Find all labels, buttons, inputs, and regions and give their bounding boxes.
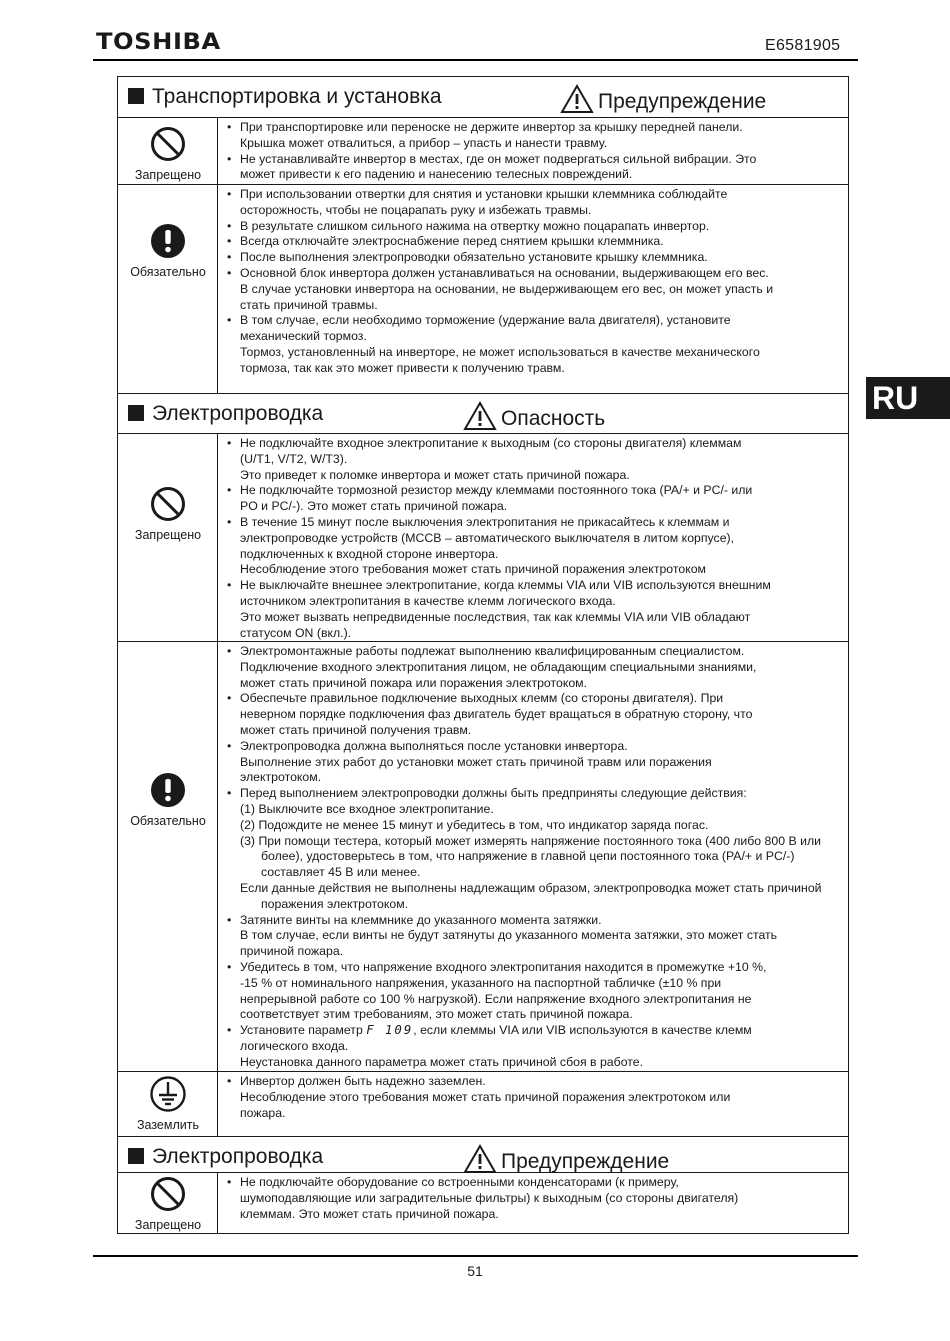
- prohibited-icon: [150, 126, 186, 162]
- warning-triangle-icon: [463, 1144, 497, 1174]
- step-item: (1) Выключите все входное электропитание.: [240, 801, 494, 816]
- section-header-wiring-danger: [118, 393, 848, 433]
- prohibited-icon: [150, 486, 186, 522]
- list-item: • Электромонтажные работы подлежат выполнению квалифицированным специалистом. Подключение входного электропитания лицом, не обладающим специальными знаниями, может стать причиной пожара или поражения электротоком.: [225, 644, 842, 691]
- icon-label: Запрещено: [134, 1218, 202, 1232]
- brand-logo: TOSHIBA: [96, 30, 221, 55]
- list-item: • Электропроводка должна выполняться после установки инвертора. Выполнение этих работ до установки может стать причиной травм или поражения электротоком.: [225, 739, 842, 786]
- square-bullet-icon: [128, 1148, 144, 1164]
- list-item: • В течение 15 минут после выключения электропитания не прикасайтесь к клеммам и электропроводке устройств (MCCB – автоматического выключателя в литом корпусе), подключенных к входной стороне инвертора. Несоблюдение этого требования может стать причиной поражения электротоком: [225, 515, 842, 578]
- hazard-level: Предупреждение: [501, 1150, 670, 1173]
- header-rule: [93, 59, 858, 61]
- safety-table: [117, 76, 849, 1234]
- ground-icon: [150, 1076, 186, 1112]
- document-code: E6581905: [765, 37, 841, 54]
- list-item: • Инвертор должен быть надежно заземлен. Несоблюдение этого требования может стать причиной поражения электротоком или пожара.: [225, 1074, 842, 1121]
- prohibited-icon: [150, 1176, 186, 1212]
- list-item: • После выполнения электропроводки обязательно установите крышку клеммника.: [225, 250, 842, 266]
- list-item: • Не подключайте оборудование со встроенными конденсаторами (к примеру, шумоподавляющие или заградительные фильтры) к выходным (со стороны двигателя) клеммам. Это может стать причиной пожара.: [225, 1175, 842, 1222]
- list-item: • Основной блок инвертора должен устанавливаться на основании, выдерживающем его вес. В случае установки инвертора на основании, не выдерживающем его вес, он может упасть и стать причиной травмы.: [225, 266, 842, 313]
- mandatory-icon: [150, 223, 186, 259]
- list-item: • Обеспечьте правильное подключение выходных клемм (со стороны двигателя). При неверном порядке подключения фаз двигатель будет вращаться в обратную сторону, что может стать причиной получения травм.: [225, 691, 842, 738]
- list-item: • При использовании отвертки для снятия и установки крышки клеммника соблюдайте осторожность, чтобы не поцарапать руку и избежать травмы.: [225, 187, 842, 219]
- icon-label: Запрещено: [134, 528, 202, 542]
- square-bullet-icon: [128, 405, 144, 421]
- section-title: Транспортировка и установка: [152, 85, 442, 108]
- hazard-level: Предупреждение: [598, 90, 767, 113]
- page-number: 51: [467, 1263, 483, 1279]
- warning-triangle-icon: [463, 401, 497, 431]
- section-header-transport: [118, 77, 848, 117]
- language-tab: RU: [866, 377, 950, 419]
- icon-label: Обязательно: [130, 814, 206, 828]
- safety-block: [118, 1172, 848, 1234]
- list-item: • Убедитесь в том, что напряжение входного электропитания находится в промежутке +10 %, -15 % от номинального напряжения, указанного на паспортной табличке (±10 % при непрерывной работе со 100 % нагрузкой). Если напряжение входного электропитания не соответствует этим требованиям, это может стать причиной пожара.: [225, 960, 842, 1023]
- section-title: Электропроводка: [152, 402, 324, 425]
- warning-triangle-icon: [560, 84, 594, 114]
- icon-label: Запрещено: [134, 168, 202, 182]
- square-bullet-icon: [128, 88, 144, 104]
- list-item: • Всегда отключайте электроснабжение перед снятием крышки клеммника.: [225, 234, 842, 250]
- section-title: Электропроводка: [152, 1145, 324, 1168]
- list-item: • Не устанавливайте инвертор в местах, где он может подвергаться сильной вибрации. Это может привести к его падению и нанесению телесных повреждений.: [225, 152, 842, 184]
- list-item: • В результате слишком сильного нажима на отвертку можно поцарапать инвертор.: [225, 219, 842, 235]
- list-item: • Не выключайте внешнее электропитание, когда клеммы VIA или VIB используются внешним источником электропитания в качестве клемм логического входа. Это может вызвать непредвиденные последствия, так как клеммы VIA или VIB обладают статусом ON (вкл.).: [225, 578, 842, 641]
- parameter-code: F 109: [366, 1023, 414, 1038]
- safety-block: [118, 1071, 848, 1136]
- step-item: (3) При помощи тестера, который может измерять напряжение постоянного тока (400 либо 800 В или более), удостоверьтесь в том, что напряжение в главной цепи постоянного тока (PA/+ и PC/-) составляет 45 В или менее.: [240, 833, 822, 880]
- list-item: • Затяните винты на клеммнике до указанного момента затяжки. В том случае, если винты не будут затянуты до указанного момента затяжки, это может стать причиной пожара.: [225, 913, 842, 960]
- safety-block: [118, 641, 848, 1071]
- footer-rule: [93, 1255, 858, 1257]
- list-item: • При транспортировке или переноске не держите инвертор за крышку передней панели. Крышка может отвалиться, а прибор – упасть и нанести травму.: [225, 120, 842, 152]
- list-item-steps: • Перед выполнением электропроводки должны быть предприняты следующие действия: (1) Выключите все входное электропитание. (2) Подождите не менее 15 минут и убедитесь в том, что индикатор заряда погас. (3) При помощи тестера, который может измерять напряжение постоянного тока (400 либо 800 В или более), удостоверьтесь в том, что напряжение в главной цепи постоянного тока (PA/+ и PC/-) составляет 45 В или менее. Если данные действия не выполнены надлежащим образом, электропроводка может стать причиной поражения электротоком.: [225, 786, 842, 912]
- list-item: • В том случае, если необходимо торможение (удержание вала двигателя), установите механический тормоз. Тормоз, установленный на инверторе, не может использоваться в качестве механического тормоза, так как это может привести к получению травм.: [225, 313, 842, 376]
- step-item: (2) Подождите не менее 15 минут и убедитесь в том, что индикатор заряда погас.: [240, 817, 709, 832]
- mandatory-icon: [150, 772, 186, 808]
- hazard-level: Опасность: [501, 407, 606, 430]
- safety-block: [118, 184, 848, 393]
- icon-label: Обязательно: [130, 265, 206, 279]
- list-item: • Не подключайте входное электропитание к выходным (со стороны двигателя) клеммам (U/T1, V/T2, W/T3). Это приведет к поломке инвертора и может стать причиной пожара.: [225, 436, 842, 483]
- safety-block: [118, 117, 848, 184]
- steps-note: Если данные действия не выполнены надлежащим образом, электропроводка может стать причиной поражения электротоком.: [240, 880, 822, 911]
- icon-label: Заземлить: [136, 1118, 199, 1132]
- section-header-wiring-warning: [118, 1136, 848, 1176]
- safety-block: [118, 433, 848, 641]
- list-item: • Установите параметр F 109, если клеммы VIA или VIB используются в качестве клемм логического входа. Неустановка данного параметра может стать причиной сбоя в работе.: [225, 1023, 842, 1070]
- list-item: • Не подключайте тормозной резистор между клеммами постоянного тока (PA/+ и PC/- или PO и PC/-). Это может стать причиной пожара.: [225, 483, 842, 515]
